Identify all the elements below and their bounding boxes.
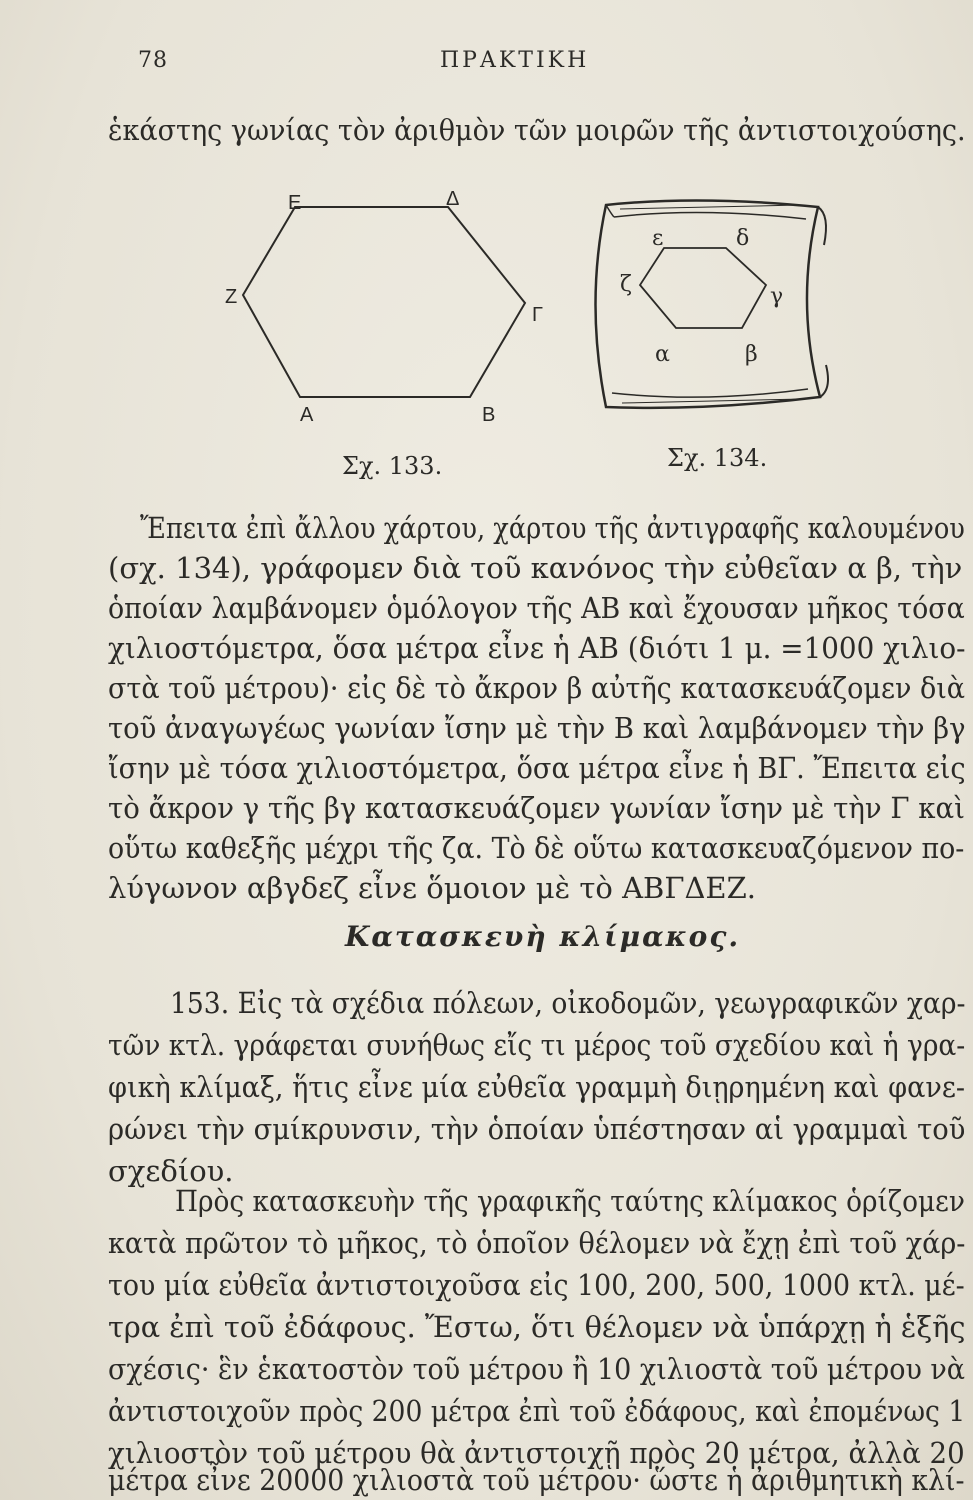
- paragraph-1-line: χιλιοστόμετρα, ὅσα μέτρα εἶνε ἡ ΑΒ (διότι 1 μ. =1000 χιλιο-: [108, 631, 966, 665]
- figure-133-caption: Σχ. 133.: [342, 452, 443, 480]
- figure-134-label-a: α: [655, 342, 670, 367]
- figure-133-label-a: Α: [300, 404, 314, 426]
- paragraph-2-line: 153. Εἰς τὰ σχέδια πόλεων, οἰκοδομῶν, γεωγραφικῶν χαρ-: [170, 986, 966, 1020]
- paragraph-3-line: τρα ἐπὶ τοῦ ἐδάφους. Ἔστω, ὅτι θέλομεν νὰ ὑπάρχῃ ἡ ἑξῆς: [108, 1310, 966, 1344]
- figure-133-label-e: Ε: [288, 192, 302, 214]
- paragraph-3-line: κατὰ πρῶτον τὸ μῆκος, τὸ ὁποῖον θέλομεν νὰ ἔχῃ ἐπὶ τοῦ χάρ-: [108, 1226, 966, 1260]
- figure-134-label-e: ε: [652, 226, 664, 251]
- paragraph-3-line: σχέσις· ἓν ἑκατοστὸν τοῦ μέτρου ἢ 10 χιλιοστὰ τοῦ μέτρου νὰ: [108, 1352, 966, 1386]
- paragraph-1-line: λύγωνον αβγδεζ εἶνε ὅμοιον μὲ τὸ ΑΒΓΔΕΖ.: [108, 871, 756, 905]
- paragraph-3-line: χιλιοστὸν τοῦ μέτρου θὰ ἀντιστοιχῇ πρὸς 20 μέτρα, ἀλλὰ 20: [108, 1436, 965, 1470]
- intro-line: ἑκάστης γωνίας τὸν ἀριθμὸν τῶν μοιρῶν τῆς ἀντιστοιχούσης.: [108, 113, 966, 147]
- paragraph-1-line: (σχ. 134), γράφομεν διὰ τοῦ κανόνος τὴν εὐθεῖαν α β, τὴν: [108, 551, 963, 585]
- paragraph-1-line: ὁποίαν λαμβάνομεν ὁμόλογον τῆς ΑΒ καὶ ἔχουσαν μῆκος τόσα: [108, 591, 965, 625]
- paragraph-2-line: τῶν κτλ. γράφεται συνήθως εἴς τι μέρος τοῦ σχεδίου καὶ ἡ γρα-: [108, 1028, 966, 1062]
- figure-134-label-z: ζ: [620, 272, 632, 297]
- page-number: 78: [138, 48, 168, 73]
- figure-133-label-z: Ζ: [225, 286, 238, 308]
- paragraph-3-line: ἀντιστοιχοῦν πρὸς 200 μέτρα ἐπὶ τοῦ ἐδάφους, καὶ ἐπομένως 1: [108, 1394, 966, 1428]
- figure-134-label-d: δ: [736, 226, 750, 251]
- paragraph-2-line: φικὴ κλίμαξ, ἥτις εἶνε μία εὐθεῖα γραμμὴ διῃρημένη καὶ φανε-: [108, 1070, 966, 1104]
- figure-133-label-b: Β: [482, 404, 496, 426]
- figure-134-caption: Σχ. 134.: [667, 444, 768, 472]
- paragraph-2-line: ρώνει τὴν σμίκρυνσιν, τὴν ὁποίαν ὑπέστησαν αἱ γραμμαὶ τοῦ: [108, 1112, 966, 1146]
- paragraph-3-line: του μία εὐθεῖα ἀντιστοιχοῦσα εἰς 100, 200, 500, 1000 κτλ. μέ-: [108, 1268, 965, 1302]
- page-header: [0, 48, 973, 78]
- figure-133-label-g: Γ: [532, 304, 544, 326]
- paragraph-1-line: τὸ ἄκρον γ τῆς βγ κατασκευάζομεν γωνίαν ἴσην μὲ τὴν Γ καὶ: [108, 791, 965, 825]
- paragraph-3-line: μέτρα εἶνε 20000 χιλιοστὰ τοῦ μέτρου· ὥστε ἡ ἀριθμητικὴ κλί-: [108, 1463, 965, 1497]
- paragraph-1-line: οὕτω καθεξῆς μέχρι τῆς ζα. Τὸ δὲ οὕτω κατασκευαζόμενον πο-: [108, 831, 965, 865]
- paragraph-1-line: στὰ τοῦ μέτρου)· εἰς δὲ τὸ ἄκρον β αὐτῆς κατασκευάζομεν διὰ: [108, 671, 966, 705]
- figures-133-134: [0, 185, 973, 485]
- paragraph-1-line: ἴσην μὲ τόσα χιλιοστόμετρα, ὅσα μέτρα εἶνε ἡ ΒΓ. Ἔπειτα εἰς: [108, 751, 966, 785]
- section-heading: Κατασκευὴ κλίμακος.: [345, 920, 741, 953]
- figure-134-label-g: γ: [770, 284, 784, 309]
- figure-133-hexagon: [243, 207, 525, 397]
- paragraph-3-line: Πρὸς κατασκευὴν τῆς γραφικῆς ταύτης κλίμακος ὁρίζομεν: [175, 1184, 965, 1218]
- figure-134-hexagon: [640, 248, 766, 328]
- paragraph-1-line: τοῦ ἀναγωγέως γωνίαν ἴσην μὲ τὴν Β καὶ λαμβάνομεν τὴν βγ: [108, 711, 966, 745]
- figure-134-tracing-paper: [596, 200, 829, 407]
- figure-134-label-b: β: [745, 342, 758, 367]
- paragraph-1-line: Ἔπειτα ἐπὶ ἄλλου χάρτου, χάρτου τῆς ἀντιγραφῆς καλουμένου: [140, 511, 965, 545]
- running-title: ΠΡΑΚΤΙΚΗ: [440, 48, 590, 73]
- paragraph-2-line: σχεδίου.: [108, 1154, 234, 1188]
- figure-133-label-d: Δ: [446, 188, 460, 210]
